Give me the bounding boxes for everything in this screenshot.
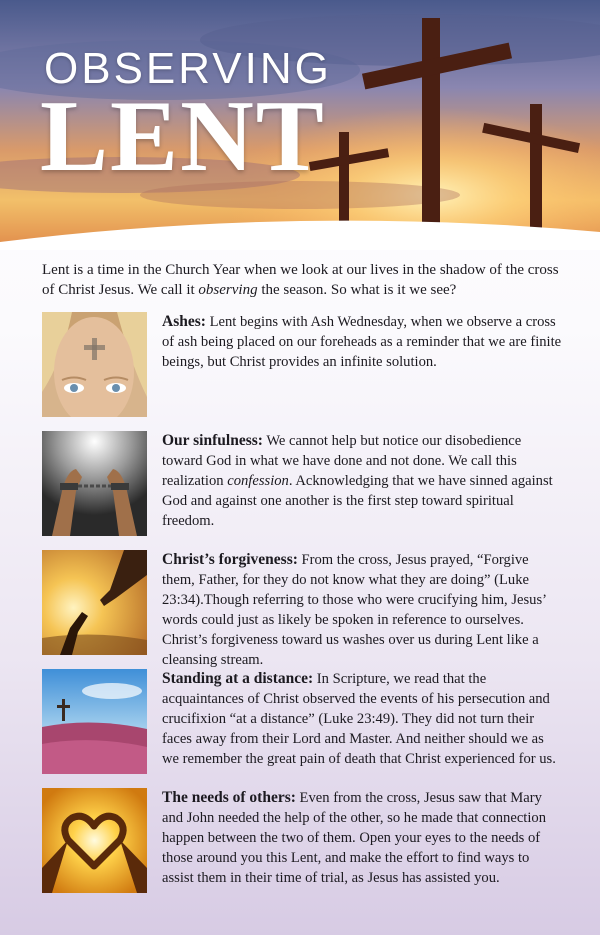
item-body: In Scripture, we read that the acquaintances of Christ observed the events of his persecution and crucifixion “at a distance” (Luke 23:49). They did not turn their faces away from their Lord and Master. And neither should we as we remember the great pain of death that Christ experienced for us. — [162, 671, 556, 767]
list-item-ashes — [42, 312, 562, 422]
list-item-distance — [42, 669, 562, 779]
item-body: From the cross, Jesus prayed, “Forgive them, Father, for they do not know what they are doing” (Luke 23:34).Though referring to those who were crucifying him, Jesus’ words could just as likely be spoken in reference to ourselves. Christ’s forgiveness toward us washes over us during Lent like a cleansing stream. — [162, 552, 546, 668]
item-body: Lent begins with Ash Wednesday, when we observe a cross of ash being placed on our foreheads as a reminder that we are finite beings, but Christ provides an infinite solution. — [162, 314, 562, 370]
item-heading: Ashes: — [162, 313, 206, 330]
item-text-ashes — [162, 312, 562, 372]
item-emphasis: confession — [227, 473, 289, 489]
item-text-needs-of-others — [162, 788, 562, 888]
cross-on-hill-flowers-image — [42, 669, 147, 774]
item-heading: Standing at a distance: — [162, 670, 314, 687]
title-lent: LENT — [40, 80, 326, 193]
intro-paragraph — [42, 260, 562, 300]
item-text-sinfulness — [162, 431, 562, 531]
list-item-sinfulness — [42, 431, 562, 541]
item-heading: Christ’s forgiveness: — [162, 551, 298, 568]
item-body-after: . Acknowledging that we have sinned against God and against one another is the first step toward spiritual freedom. — [162, 473, 553, 529]
title-observing: OBSERVING — [44, 44, 332, 93]
header-banner — [0, 0, 600, 250]
intro-emphasis: observing — [198, 282, 258, 298]
item-body: We cannot help but notice our disobedience toward God in what we have done and not done. We call this realization — [162, 433, 522, 489]
list-item-needs-of-others — [42, 788, 562, 898]
intro-text-after: the season. So what is it we see? — [257, 282, 457, 298]
list-item-forgiveness — [42, 550, 562, 668]
hands-in-chains-image — [42, 431, 147, 536]
intro-text-before: Lent is a time in the Church Year when we look at our lives in the shadow of the cross of Christ Jesus. We call it — [42, 262, 559, 298]
item-text-distance — [162, 669, 562, 769]
item-heading: Our sinfulness: — [162, 432, 263, 449]
ash-cross-forehead-image — [42, 312, 147, 417]
item-text-forgiveness — [162, 550, 562, 670]
reaching-hands-sunset-image — [42, 550, 147, 655]
heart-hands-sunlight-image — [42, 788, 147, 893]
item-body: Even from the cross, Jesus saw that Mary and John needed the help of the other, so he made that connection happen between the two of them. Open your eyes to the needs of those around you this Lent, and make the effort to find ways to assist them in their time of trial, as Jesus has assisted you. — [162, 790, 546, 886]
item-heading: The needs of others: — [162, 789, 296, 806]
